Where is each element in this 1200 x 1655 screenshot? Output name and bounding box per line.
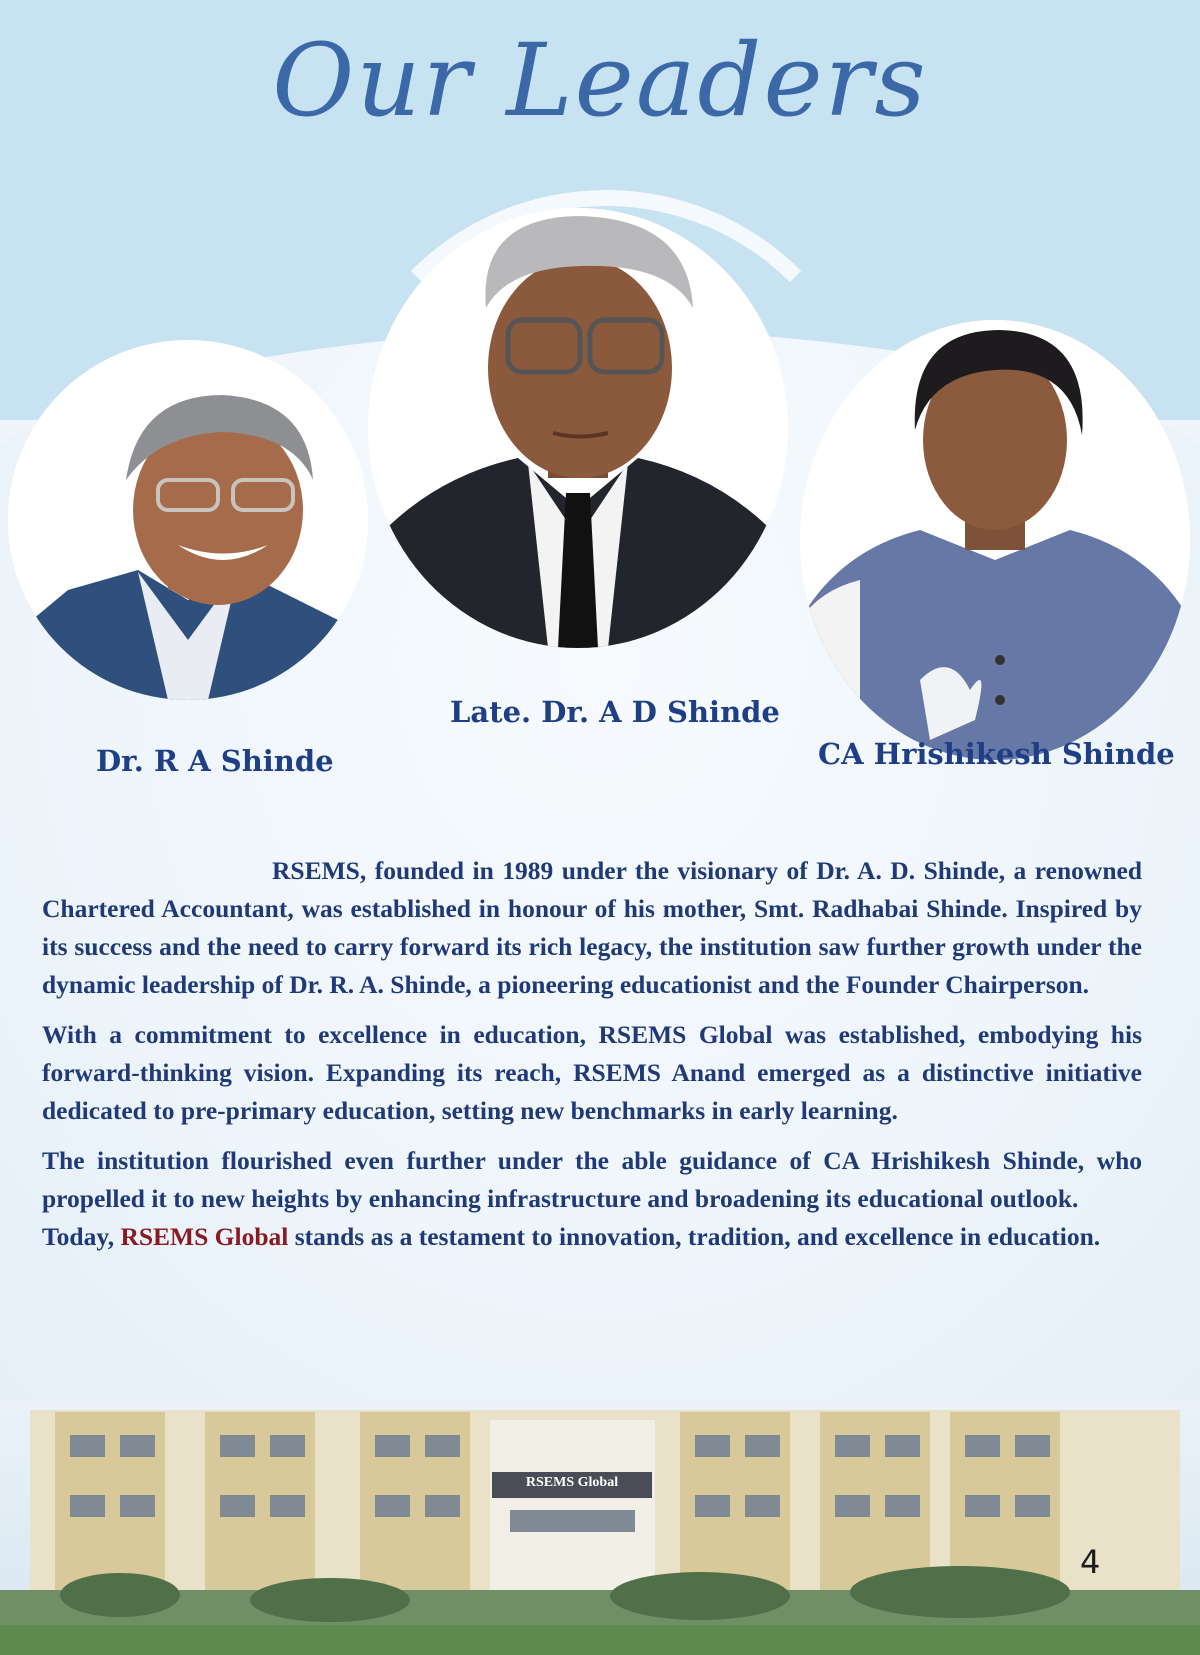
building-sign: RSEMS Global <box>525 1475 619 1490</box>
school-building-icon <box>0 1400 1200 1655</box>
portrait-dr-ad-shinde <box>368 208 788 648</box>
leaders-description <box>42 852 1142 1268</box>
today-lead: Today, <box>42 1222 121 1251</box>
portrait-elderly-man-glasses-icon <box>368 208 788 648</box>
paragraph-history: RSEMS, founded in 1989 under the visionary of Dr. A. D. Shinde, a renowned Chartered Accountant, was established in honour of his mother, Smt. Radhabai Shinde. Inspired by its success and the need to carry forward its rich legacy, the institution saw further growth under the dynamic leadership of Dr. R. A. Shinde, a pioneering educationist and the Founder Chairperson. <box>42 856 1142 999</box>
portrait-smiling-man-suit-icon <box>8 340 368 700</box>
page-number: 4 <box>1080 1543 1101 1581</box>
paragraph-global: With a commitment to excellence in education, RSEMS Global was established, embodying his forward-thinking vision. Expanding its reach, RSEMS Anand emerged as a distinctive initiative dedicated to pre-primary education, setting new benchmarks in early learning. <box>42 1020 1142 1125</box>
today-rest: stands as a testament to innovation, tradition, and excellence in education. <box>288 1222 1101 1251</box>
portrait-dr-ra-shinde <box>8 340 368 700</box>
school-building-image <box>0 1400 1200 1655</box>
leader-name-ra-shinde: Dr. R A Shinde <box>96 744 334 778</box>
leader-name-ad-shinde: Late. Dr. A D Shinde <box>450 695 780 729</box>
paragraph-growth: The institution flourished even further under the able guidance of CA Hrishikesh Shinde, who propelled it to new heights by enhancing infrastructure and broadening its educational outlook. <box>42 1146 1142 1213</box>
leader-name-hrishikesh-shinde: CA Hrishikesh Shinde <box>818 737 1175 771</box>
portrait-young-man-nehru-jacket-icon <box>800 320 1190 760</box>
rsems-global-highlight: RSEMS Global <box>120 1222 289 1251</box>
paragraph-today <box>42 1218 1142 1256</box>
portrait-hrishikesh-shinde <box>800 320 1190 760</box>
page-title: Our Leaders <box>272 22 928 139</box>
